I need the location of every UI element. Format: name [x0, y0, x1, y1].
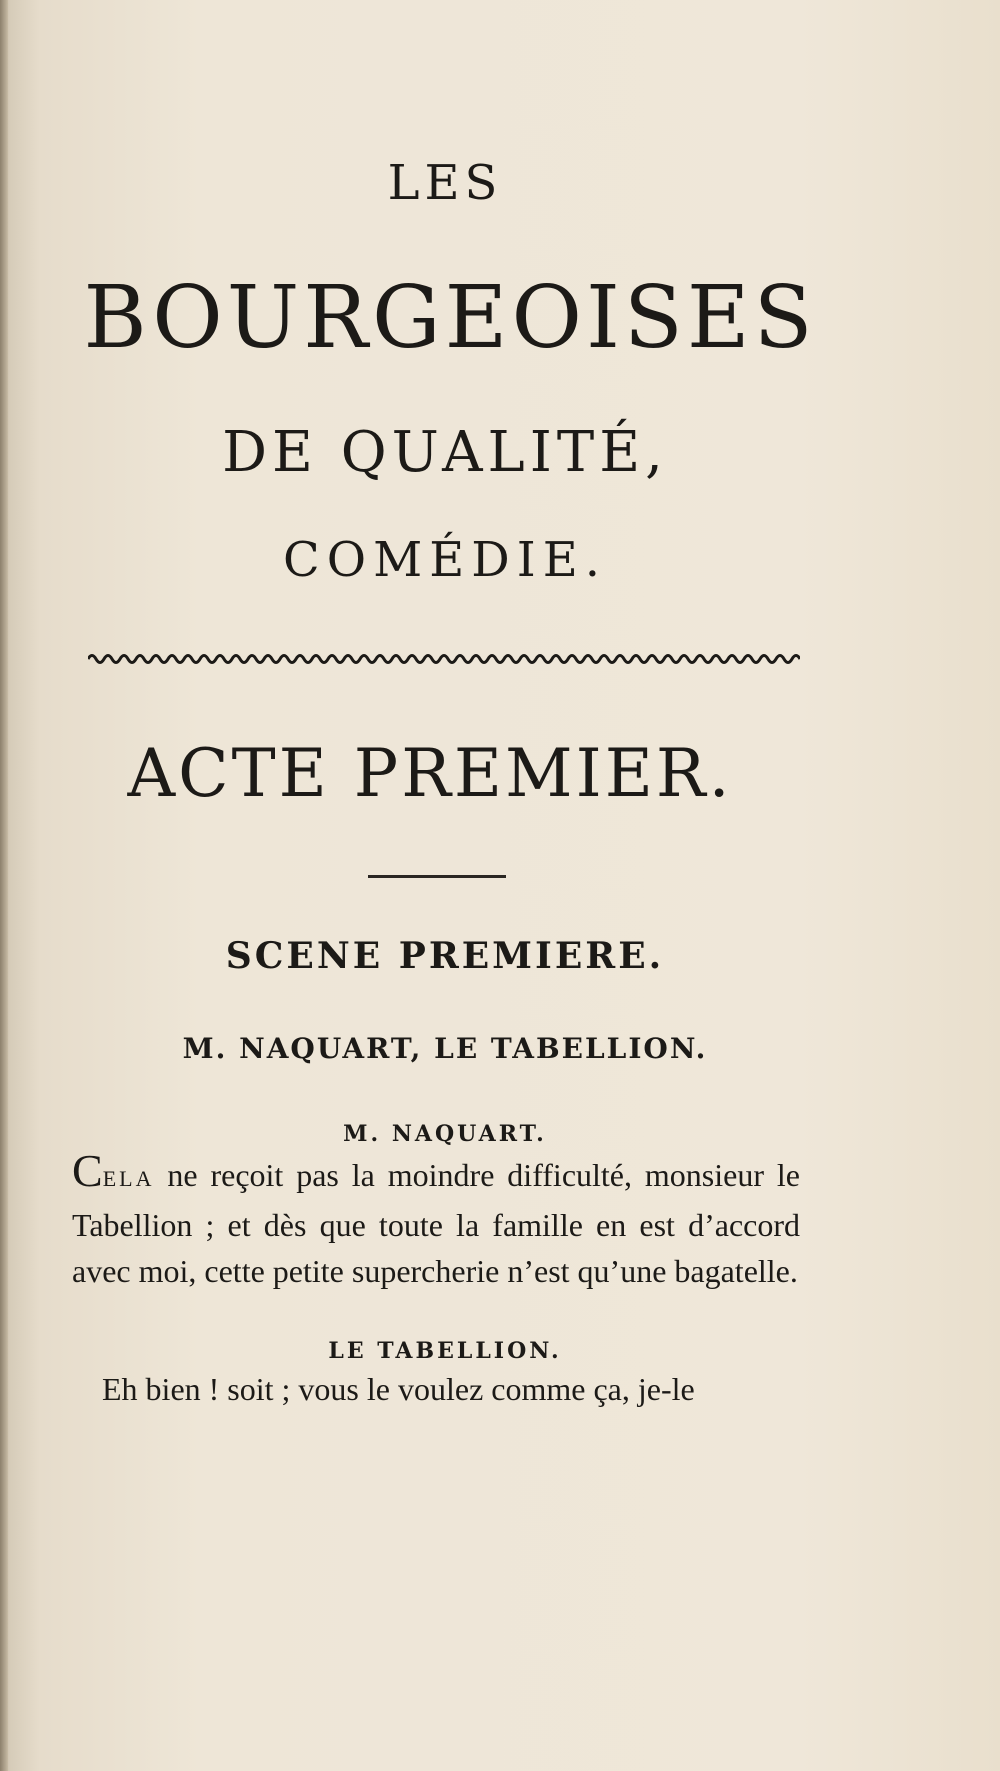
speaker-name: LE TABELLION.	[328, 1338, 562, 1364]
act-heading: ACTE PREMIER.	[127, 735, 733, 812]
small-caps-word: ELA	[102, 1166, 155, 1191]
heading-rule	[368, 875, 506, 878]
title-line-3: DE QUALITÉ,	[222, 420, 668, 485]
dialogue-paragraph: Eh bien ! soit ; vous le voulez comme ça, je-le	[102, 1371, 695, 1407]
dialogue-text: ne reçoit pas la moindre difficulté, monsieur le Tabellion ; et dès que toute la famille en est d’accord avec moi, cette petite supercherie n’est qu’une bagatelle.	[72, 1157, 800, 1289]
drop-cap: C	[72, 1145, 103, 1196]
title-genre: COMÉDIE.	[282, 532, 607, 588]
title-line-1: LES	[387, 155, 503, 211]
character-list: M. NAQUART, LE TABELLION.	[182, 1032, 708, 1065]
page-binding-edge	[0, 0, 8, 1771]
title-line-2: BOURGEOISES	[83, 268, 817, 368]
speaker-name: M. NAQUART.	[343, 1121, 547, 1147]
scene-heading: SCENE PREMIERE.	[225, 935, 665, 977]
dialogue-paragraph	[72, 1145, 800, 1294]
ornamental-wavy-rule	[88, 652, 800, 666]
